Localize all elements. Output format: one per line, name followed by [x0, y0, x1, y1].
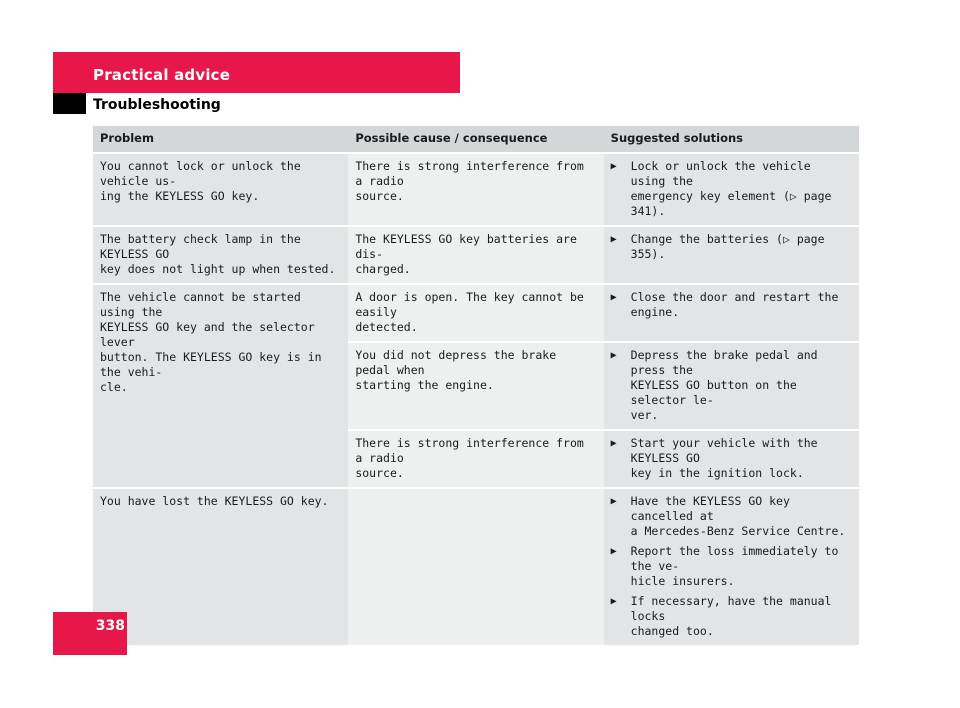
cell-solutions [604, 152, 859, 225]
solution-text: Change the batteries (▷ page 355). [630, 232, 825, 261]
cell-problem: You cannot lock or unlock the vehicle us- ing the KEYLESS GO key. [93, 152, 348, 225]
cell-problem: You have lost the KEYLESS GO key. [93, 487, 348, 645]
page-number: 338 [95, 618, 125, 634]
cell-solutions [604, 225, 859, 283]
cell-cause: There is strong interference from a radio source. [348, 152, 603, 225]
cell-solutions [604, 429, 859, 487]
column-header-solutions: Suggested solutions [604, 126, 859, 152]
chapter-title: Practical advice [93, 66, 231, 84]
table-body [93, 152, 859, 645]
solution-text: Start your vehicle with the KEYLESS GO key in the ignition lock. [630, 436, 818, 480]
solution-item [611, 494, 851, 539]
cell-solutions [604, 341, 859, 429]
cell-solutions [604, 487, 859, 645]
solution-item [611, 348, 851, 423]
cell-cause [348, 487, 603, 645]
arrow-right-icon: ▶ [610, 234, 617, 245]
section-marker [53, 93, 86, 114]
cell-cause: There is strong interference from a radio source. [348, 429, 603, 487]
solution-item [611, 544, 851, 589]
arrow-right-icon: ▶ [610, 350, 617, 361]
cell-cause: A door is open. The key cannot be easily detected. [348, 283, 603, 341]
arrow-right-icon: ▶ [610, 438, 617, 449]
solution-text: Depress the brake pedal and press the KEYLESS GO button on the selector le- ver. [630, 348, 818, 422]
cell-cause: You did not depress the brake pedal when starting the engine. [348, 341, 603, 429]
section-title: Troubleshooting [93, 97, 221, 113]
solution-item [611, 436, 851, 481]
arrow-right-icon: ▶ [610, 546, 617, 557]
table-row [93, 152, 859, 225]
cell-cause: The KEYLESS GO key batteries are dis- charged. [348, 225, 603, 283]
column-header-cause: Possible cause / consequence [348, 126, 603, 152]
table-row [93, 283, 859, 341]
solution-item [611, 159, 851, 219]
solution-text: Close the door and restart the engine. [630, 290, 839, 319]
arrow-right-icon: ▶ [610, 161, 617, 172]
table-row [93, 487, 859, 645]
arrow-right-icon: ▶ [610, 496, 617, 507]
table-row [93, 225, 859, 283]
solution-item [611, 594, 851, 639]
solution-text: If necessary, have the manual locks changed too. [630, 594, 832, 638]
troubleshooting-table [93, 126, 859, 645]
column-header-problem: Problem [93, 126, 348, 152]
solution-text: Report the loss immediately to the ve- hicle insurers. [630, 544, 839, 588]
arrow-right-icon: ▶ [610, 596, 617, 607]
table-header-row [93, 126, 859, 152]
arrow-right-icon: ▶ [610, 292, 617, 303]
cell-solutions [604, 283, 859, 341]
solution-text: Have the KEYLESS GO key cancelled at a Mercedes-Benz Service Centre. [630, 494, 846, 538]
solution-item [611, 290, 851, 320]
solution-text: Lock or unlock the vehicle using the emergency key element (▷ page 341). [630, 159, 832, 218]
solution-item [611, 232, 851, 262]
cell-problem: The battery check lamp in the KEYLESS GO key does not light up when tested. [93, 225, 348, 283]
cell-problem: The vehicle cannot be started using the KEYLESS GO key and the selector lever button. The KEYLESS GO key is in the vehi- cle. [93, 283, 348, 487]
